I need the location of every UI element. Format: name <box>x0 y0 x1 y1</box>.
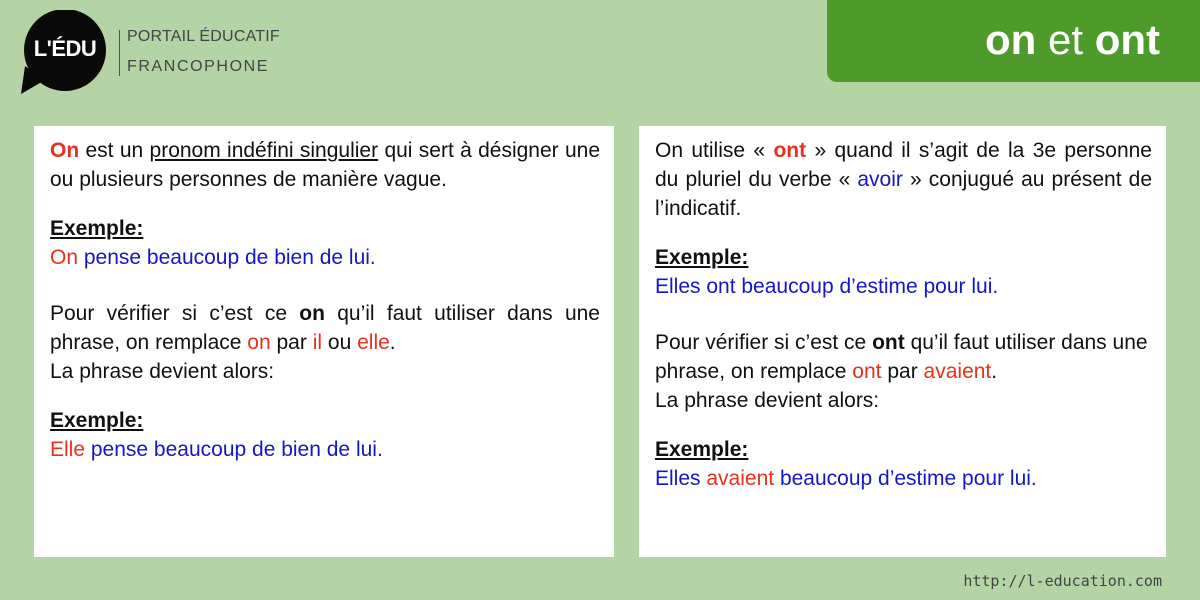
highlight-word: il <box>312 331 323 354</box>
text: par <box>887 360 918 383</box>
example-label: Exemple: <box>50 409 144 432</box>
text: » quand il s’agit de la 3e personne du pluriel du verbe « <box>655 139 1152 191</box>
highlight-word: avaient <box>706 467 775 490</box>
page-title <box>985 16 1160 64</box>
highlight-word: on <box>247 331 271 354</box>
text: par <box>276 331 307 354</box>
example-label: Exemple: <box>655 438 749 461</box>
example-text: pense beaucoup de bien de lui. <box>83 246 376 269</box>
title-connector: et <box>1048 16 1084 63</box>
text: qu’il faut utiliser dans une phrase, on remplace <box>655 331 1148 383</box>
highlight-word: elle <box>357 331 390 354</box>
definition-ont <box>655 136 1152 223</box>
text: » conjugué au présent de l’indicatif. <box>655 168 1153 220</box>
highlight-on: On <box>50 139 80 162</box>
highlight-word: avaient <box>923 360 992 383</box>
footer-url: http://l-education.com <box>963 572 1162 590</box>
title-banner <box>827 0 1200 82</box>
text: Pour vérifier si c’est ce <box>50 302 288 325</box>
phrase-intro: La phrase devient alors: <box>50 360 275 383</box>
example-text: beaucoup d’estime pour lui. <box>779 467 1037 490</box>
highlight-word: Elle <box>50 438 86 461</box>
card-ont <box>639 126 1166 557</box>
brand-divider <box>119 30 120 76</box>
highlight-word: On <box>50 246 79 269</box>
definition-on <box>50 136 600 194</box>
underlined-term: pronom indéfini singulier <box>149 139 379 162</box>
example-label: Exemple: <box>50 217 144 240</box>
logo <box>21 10 113 94</box>
text: . <box>991 360 998 383</box>
phrase-intro: La phrase devient alors: <box>655 389 880 412</box>
logo-text: L'ÉDU <box>33 36 97 61</box>
highlight-ont: ont <box>773 139 807 162</box>
brand-tagline-2: FRANCOPHONE <box>127 58 270 75</box>
bold-word: on <box>299 302 325 325</box>
highlight-word: ont <box>852 360 882 383</box>
bold-word: ont <box>872 331 905 354</box>
example-text: pense beaucoup de bien de lui. <box>90 438 383 461</box>
text: qu’il faut utiliser dans une phrase, on remplace <box>50 302 600 354</box>
verification-rule <box>50 299 600 357</box>
example-label: Exemple: <box>655 246 749 269</box>
example-text: Elles <box>655 467 701 490</box>
title-word-ont: ont <box>1094 16 1160 63</box>
text: ou <box>327 331 352 354</box>
title-word-on: on <box>985 16 1037 63</box>
text: Pour vérifier si c’est ce <box>655 331 867 354</box>
example-sentence <box>50 435 600 464</box>
verification-rule <box>655 328 1152 386</box>
example-sentence <box>50 243 600 272</box>
text: est un <box>85 139 144 162</box>
example-sentence <box>655 464 1152 493</box>
brand-tagline-1: PORTAIL ÉDUCATIF <box>127 28 280 45</box>
text: . <box>389 331 396 354</box>
card-on <box>34 126 614 557</box>
text: qui sert à désigner une ou plusieurs personnes de manière vague. <box>50 139 600 191</box>
highlight-word: avoir <box>857 168 903 191</box>
text: On utilise « <box>655 139 766 162</box>
example-sentence: Elles ont beaucoup d’estime pour lui. <box>655 275 999 298</box>
